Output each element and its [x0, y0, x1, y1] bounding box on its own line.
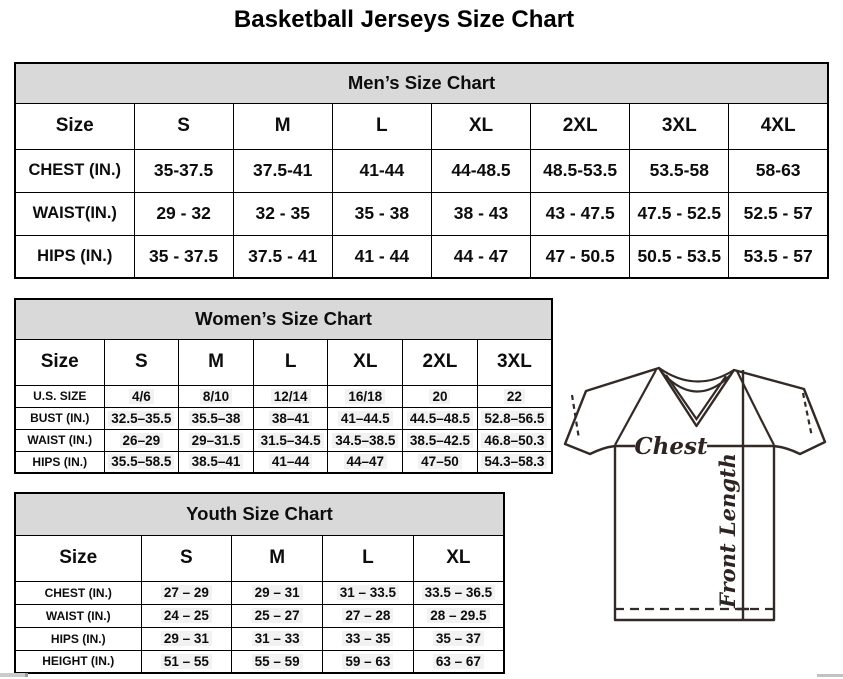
size-value: 33 – 35: [342, 631, 393, 646]
column-header: L: [323, 535, 414, 581]
table-row: [15, 627, 504, 650]
size-cell: [328, 429, 403, 451]
size-cell: [477, 385, 552, 407]
size-cell: 35 - 38: [332, 192, 431, 235]
size-value: 35.5–58.5: [108, 454, 174, 469]
row-label: WAIST (IN.): [15, 429, 104, 451]
row-label: HIPS (IN.): [15, 235, 134, 278]
size-value: 41–44.5: [338, 411, 393, 426]
size-cell: [477, 451, 552, 473]
table-row: [15, 581, 504, 604]
table-row: [15, 429, 552, 451]
size-value: 32.5–35.5: [108, 411, 174, 426]
size-cell: 38 - 43: [431, 192, 530, 235]
size-cell: 50.5 - 53.5: [630, 235, 729, 278]
row-label: WAIST(IN.): [15, 192, 134, 235]
womens-table-title-row: [15, 299, 552, 339]
scrollbar-fragment-left[interactable]: [0, 673, 28, 677]
table-row: [15, 149, 828, 192]
row-label: WAIST (IN.): [15, 604, 141, 627]
row-label: CHEST (IN.): [15, 149, 134, 192]
size-cell: [413, 604, 504, 627]
size-value: 33.5 – 36.5: [422, 585, 496, 600]
size-cell: [232, 627, 323, 650]
table-row: [15, 192, 828, 235]
size-value: 29 – 31: [161, 631, 212, 646]
size-cell: [232, 604, 323, 627]
size-cell: [323, 650, 414, 673]
size-value: 38.5–41: [189, 454, 244, 469]
size-value: 4/6: [129, 389, 154, 404]
size-value: 25 – 27: [252, 608, 303, 623]
column-header: 3XL: [477, 339, 552, 385]
size-value: 38–41: [269, 411, 313, 426]
size-value: 54.3–58.3: [481, 454, 547, 469]
size-value: 41–44: [269, 454, 313, 469]
size-cell: [141, 581, 232, 604]
size-value: 24 – 25: [161, 608, 212, 623]
youth-size-table: [14, 492, 505, 674]
size-cell: [328, 385, 403, 407]
size-value: 22: [504, 389, 525, 404]
size-cell: 37.5-41: [233, 149, 332, 192]
column-header: S: [104, 339, 179, 385]
size-value: 47–50: [418, 454, 462, 469]
size-value: 51 – 55: [161, 654, 212, 669]
size-value: 35.5–38: [189, 411, 244, 426]
size-value: 28 – 29.5: [427, 608, 489, 623]
size-cell: 58-63: [729, 149, 828, 192]
size-cell: [104, 385, 179, 407]
size-cell: [323, 627, 414, 650]
table-row: [15, 650, 504, 673]
size-value: 38.5–42.5: [407, 433, 473, 448]
mens-table-title: Men’s Size Chart: [15, 63, 828, 103]
table-row: [15, 407, 552, 429]
size-cell: 37.5 - 41: [233, 235, 332, 278]
size-cell: 47 - 50.5: [531, 235, 630, 278]
size-cell: [253, 385, 328, 407]
size-cell: [141, 604, 232, 627]
size-value: 35 – 37: [433, 631, 484, 646]
table-row: [15, 451, 552, 473]
mens-column-header-row: [15, 103, 828, 149]
column-header: XL: [328, 339, 403, 385]
column-header: S: [141, 535, 232, 581]
size-value: 63 – 67: [433, 654, 484, 669]
size-cell: [104, 429, 179, 451]
column-header: M: [179, 339, 254, 385]
size-value: 55 – 59: [252, 654, 303, 669]
size-cell: [403, 451, 478, 473]
table-row: [15, 604, 504, 627]
row-label: CHEST (IN.): [15, 581, 141, 604]
size-cell: [403, 429, 478, 451]
size-cell: [232, 650, 323, 673]
mens-size-table: [14, 62, 829, 279]
jersey-measurement-diagram: [556, 358, 838, 634]
size-cell: [232, 581, 323, 604]
size-cell: [477, 429, 552, 451]
size-cell: [323, 604, 414, 627]
table-row: [15, 385, 552, 407]
size-cell: [179, 385, 254, 407]
size-cell: 47.5 - 52.5: [630, 192, 729, 235]
column-header: 3XL: [630, 103, 729, 149]
youth-table-title: Youth Size Chart: [15, 493, 504, 535]
size-value: 16/18: [345, 389, 385, 404]
size-cell: [104, 407, 179, 429]
table-row: [15, 235, 828, 278]
size-cell: [477, 407, 552, 429]
size-value: 27 – 29: [161, 585, 212, 600]
size-cell: [253, 451, 328, 473]
size-cell: [141, 627, 232, 650]
size-cell: 41-44: [332, 149, 431, 192]
column-header: S: [134, 103, 233, 149]
size-cell: 29 - 32: [134, 192, 233, 235]
womens-column-header-row: [15, 339, 552, 385]
size-cell: [323, 581, 414, 604]
size-value: 12/14: [271, 389, 311, 404]
size-value: 44–47: [344, 454, 388, 469]
left-cuff-dash: [572, 395, 579, 439]
size-cell: [413, 627, 504, 650]
size-cell: [328, 407, 403, 429]
column-header: Size: [15, 103, 134, 149]
column-header: Size: [15, 535, 141, 581]
column-header: Size: [15, 339, 104, 385]
size-cell: [104, 451, 179, 473]
jersey-outline: [565, 368, 825, 620]
size-value: 29–31.5: [189, 433, 244, 448]
size-cell: [179, 451, 254, 473]
row-label: BUST (IN.): [15, 407, 104, 429]
size-value: 8/10: [200, 389, 232, 404]
size-value: 59 – 63: [342, 654, 393, 669]
size-cell: 35 - 37.5: [134, 235, 233, 278]
size-cell: [328, 451, 403, 473]
size-cell: 41 - 44: [332, 235, 431, 278]
size-cell: [141, 650, 232, 673]
column-header: M: [232, 535, 323, 581]
size-cell: 48.5-53.5: [531, 149, 630, 192]
column-header: M: [233, 103, 332, 149]
size-value: 27 – 28: [342, 608, 393, 623]
size-cell: [413, 581, 504, 604]
youth-column-header-row: [15, 535, 504, 581]
row-label: HEIGHT (IN.): [15, 650, 141, 673]
youth-table-title-row: [15, 493, 504, 535]
size-cell: 44 - 47: [431, 235, 530, 278]
size-cell: 52.5 - 57: [729, 192, 828, 235]
size-cell: [413, 650, 504, 673]
row-label: HIPS (IN.): [15, 451, 104, 473]
size-cell: [179, 429, 254, 451]
size-cell: [253, 407, 328, 429]
size-value: 31.5–34.5: [258, 433, 324, 448]
size-value: 31 – 33: [252, 631, 303, 646]
size-cell: 44-48.5: [431, 149, 530, 192]
size-value: 34.5–38.5: [332, 433, 398, 448]
size-cell: 32 - 35: [233, 192, 332, 235]
column-header: 2XL: [531, 103, 630, 149]
column-header: XL: [431, 103, 530, 149]
womens-size-table: [14, 298, 553, 474]
size-cell: 43 - 47.5: [531, 192, 630, 235]
size-value: 31 – 33.5: [337, 585, 399, 600]
scrollbar-fragment-right[interactable]: [817, 674, 843, 677]
size-cell: [403, 385, 478, 407]
size-cell: 53.5 - 57: [729, 235, 828, 278]
row-label: U.S. SIZE: [15, 385, 104, 407]
size-value: 20: [429, 389, 450, 404]
column-header: 2XL: [403, 339, 478, 385]
size-value: 46.8–50.3: [481, 433, 547, 448]
size-cell: 53.5-58: [630, 149, 729, 192]
size-value: 29 – 31: [252, 585, 303, 600]
size-value: 52.8–56.5: [481, 411, 547, 426]
size-value: 44.5–48.5: [407, 411, 473, 426]
size-value: 26–29: [120, 433, 164, 448]
page-title: Basketball Jerseys Size Chart: [233, 6, 575, 33]
size-cell: 35-37.5: [134, 149, 233, 192]
column-header: XL: [413, 535, 504, 581]
size-cell: [253, 429, 328, 451]
column-header: L: [253, 339, 328, 385]
size-cell: [179, 407, 254, 429]
column-header: L: [332, 103, 431, 149]
size-cell: [403, 407, 478, 429]
column-header: 4XL: [729, 103, 828, 149]
womens-table-title: Women’s Size Chart: [15, 299, 552, 339]
row-label: HIPS (IN.): [15, 627, 141, 650]
front-length-label: Front Length: [715, 453, 740, 608]
mens-table-title-row: [15, 63, 828, 103]
chest-label: Chest: [634, 433, 708, 460]
